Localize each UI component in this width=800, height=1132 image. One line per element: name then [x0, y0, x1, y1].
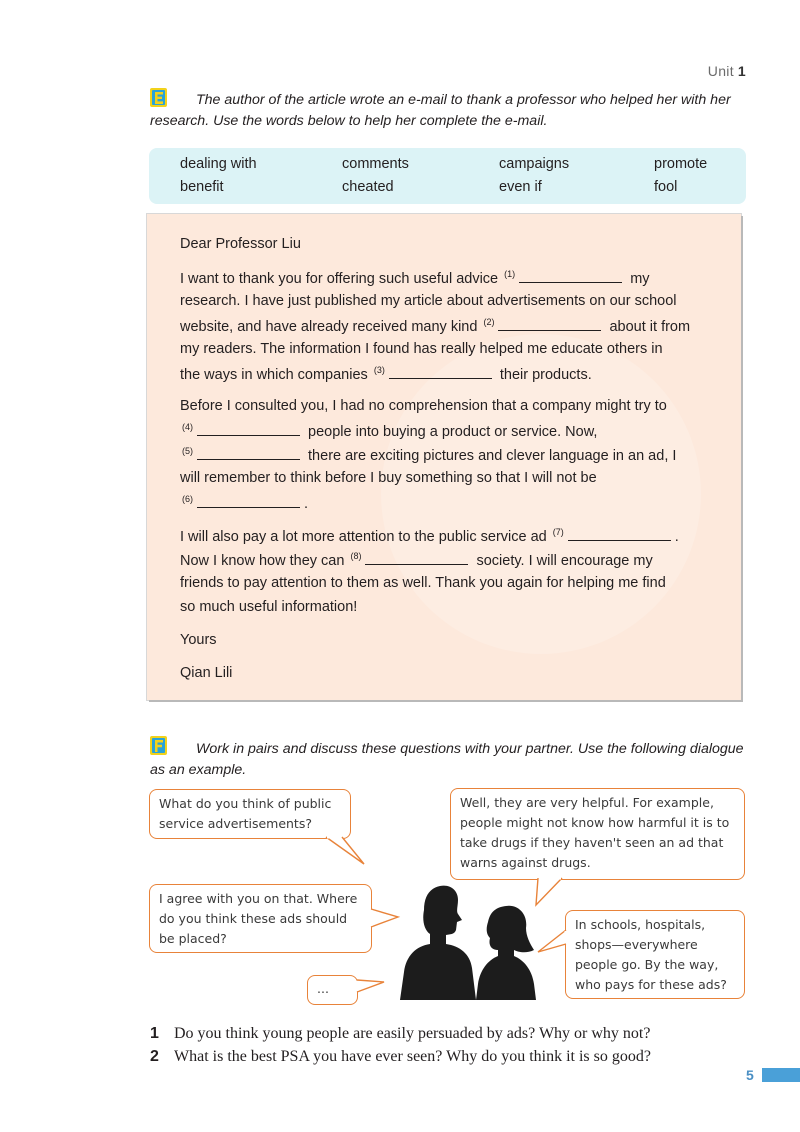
people-silhouette-icon [400, 880, 540, 1000]
bubble-tail [536, 926, 567, 956]
unit-label [708, 63, 746, 79]
letter-line: the ways in which companies $^{(3)}$ their products. [180, 365, 592, 383]
blank-2[interactable] [498, 318, 601, 331]
page-number: 5 [746, 1067, 754, 1083]
unit-number: 1 [737, 63, 746, 79]
letter-line: research. I have just published my article about advertisements on our school [180, 293, 677, 309]
letter-line: Now I know how they can $^{(8)}$ society. I will encourage my [180, 551, 653, 569]
letter-line: so much useful information! [180, 599, 358, 615]
letter-line: I want to thank you for offering such useful advice $^{(1)}$ my [180, 269, 650, 287]
blank-number: (5) [182, 446, 193, 456]
discussion-question: 1 Do you think young people are easily persuaded by ads? Why or why not? [150, 1025, 651, 1042]
blank-8[interactable] [365, 552, 468, 565]
word-bank-item: promote [654, 156, 708, 172]
bubble-tail [320, 836, 366, 866]
letter-line: I will also pay a lot more attention to the public service ad $^{(7)}$ . [180, 527, 679, 545]
bubble-tail [532, 877, 572, 907]
blank-number: (3) [373, 365, 385, 375]
word-bank [149, 148, 746, 204]
bubble-tail [356, 976, 386, 998]
blank-number: (8) [350, 551, 362, 561]
speech-bubble-3: I agree with you on that. Where do you think these ads should be placed? [149, 884, 372, 953]
word-bank-item: campaigns [499, 156, 570, 172]
blank-number: (7) [552, 527, 564, 537]
discussion-question: 2 What is the best PSA you have ever seen? Why do you think it is so good? [150, 1048, 651, 1065]
letter-line: $^{(5)}$ there are exciting pictures and clever language in an ad, I [182, 446, 677, 464]
blank-number: (1) [504, 269, 516, 279]
section-f-instruction: Work in pairs and discuss these questions with your partner. Use the following dialogue as an example. [150, 741, 744, 778]
speech-bubble-2: Well, they are very helpful. For example, people might not know how harmful it is to take drugs if they haven't seen an ad that warns against drugs. [450, 788, 745, 880]
letter-greeting: Dear Professor Liu [180, 236, 301, 252]
speech-bubble-5: ... [307, 975, 358, 1005]
email-letter [147, 214, 741, 700]
word-bank-item: fool [654, 179, 678, 195]
blank-number: (6) [182, 494, 193, 504]
page-tab-marker [762, 1068, 800, 1082]
word-bank-item: comments [342, 156, 409, 172]
section-e-instruction: The author of the article wrote an e-mail to thank a professor who helped her with her research. Use the words below to help her complete the e-mail. [150, 92, 731, 129]
letter-signature: Qian Lili [180, 665, 233, 681]
blank-4[interactable] [197, 423, 300, 436]
blank-1[interactable] [519, 270, 622, 283]
letter-line: website, and have already received many kind $^{(2)}$ about it from [180, 317, 691, 335]
word-bank-item: dealing with [180, 156, 257, 172]
word-bank-item: cheated [342, 179, 394, 195]
letter-line: friends to pay attention to them as well. Thank you again for helping me find [180, 575, 666, 591]
letter-line: will remember to think before I buy something so that I will not be [180, 470, 597, 486]
bubble-tail [370, 905, 400, 935]
word-bank-item: benefit [180, 179, 224, 195]
blank-number: (2) [483, 317, 495, 327]
letter-line: Before I consulted you, I had no comprehension that a company might try to [180, 398, 667, 414]
speech-bubble-1: What do you think of public service advertisements? [149, 789, 351, 839]
blank-number: (4) [182, 422, 193, 432]
blank-6[interactable] [197, 495, 300, 508]
letter-closing: Yours [180, 632, 217, 648]
blank-3[interactable] [389, 366, 492, 379]
letter-line: my readers. The information I found has really helped me educate others in [180, 341, 663, 357]
blank-7[interactable] [568, 528, 671, 541]
letter-line: $^{(4)}$ people into buying a product or service. Now, [182, 422, 598, 440]
blank-5[interactable] [197, 447, 300, 460]
speech-bubble-4: In schools, hospitals, shops—everywhere people go. By the way, who pays for these ads? [565, 910, 745, 999]
word-bank-item: even if [499, 179, 542, 195]
unit-word: Unit [707, 63, 734, 79]
letter-line: $^{(6)}$ . [182, 494, 309, 512]
